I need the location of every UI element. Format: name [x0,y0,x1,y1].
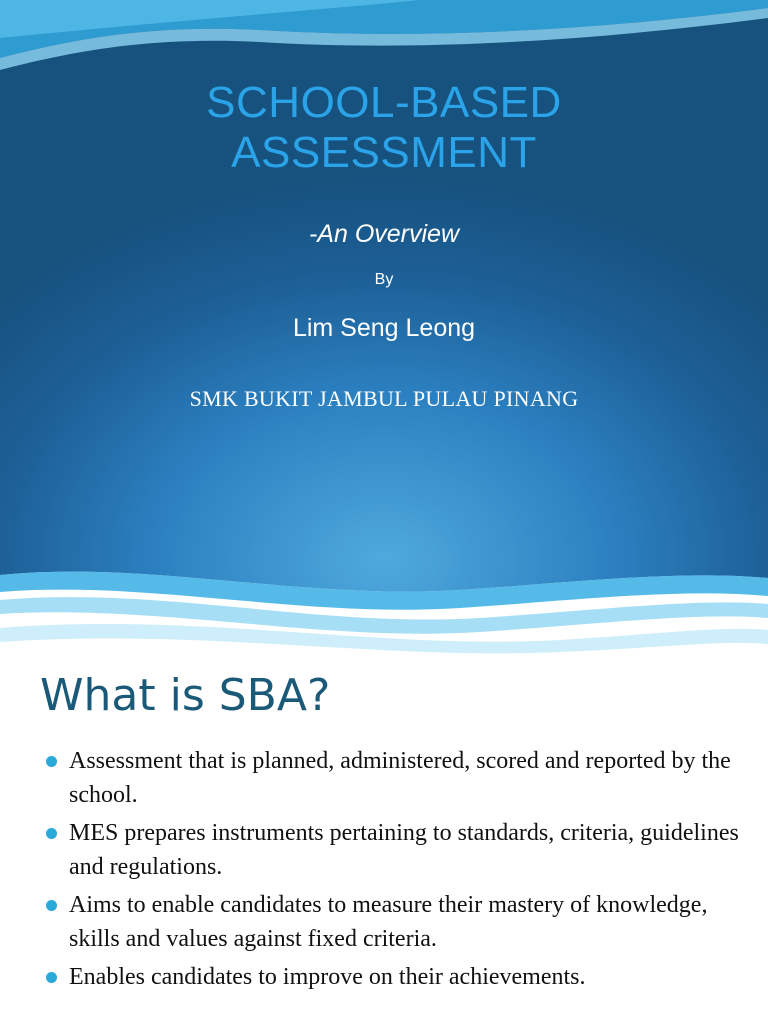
list-item-text: Aims to enable candidates to measure their mastery of knowledge, skills and values against fixed criteria. [69,892,708,952]
slide-title [0,78,768,178]
list-item [44,816,744,884]
school-name: SMK BUKIT JAMBUL PULAU PINANG [189,386,579,411]
bullet-dot-icon [46,972,57,983]
content-heading: What is SBA? [40,670,331,721]
title-line-1: SCHOOL-BASED [206,78,562,127]
slide-subtitle: -An Overview [308,220,460,248]
bullet-dot-icon [46,828,57,839]
list-item [44,960,744,994]
author-name: Lim Seng Leong [292,314,476,342]
list-item-text: Assessment that is planned, administered, scored and reported by the school. [69,748,731,808]
bullet-list [44,744,744,998]
bullet-dot-icon [46,900,57,911]
content-slide [0,660,768,1024]
title-line-2: ASSESSMENT [231,128,537,177]
list-item-text: MES prepares instruments pertaining to standards, criteria, guidelines and regulations. [69,820,739,880]
list-item-text: Enables candidates to improve on their achievements. [69,964,586,990]
list-item [44,744,744,812]
list-item [44,888,744,956]
by-label: By [374,271,394,288]
bullet-dot-icon [46,756,57,767]
